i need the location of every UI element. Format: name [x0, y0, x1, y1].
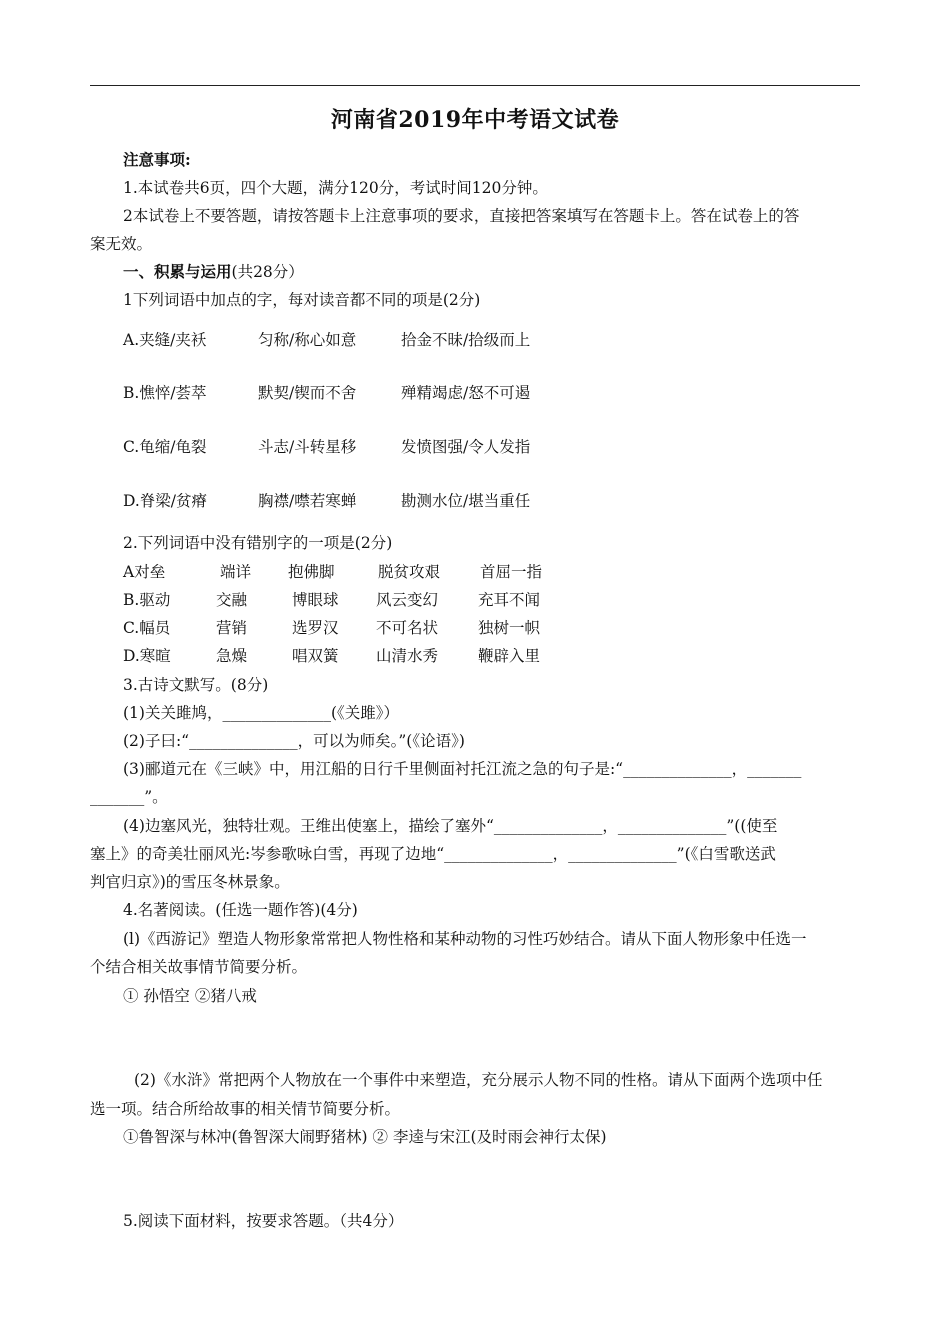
q4-part-2-choices: ①鲁智深与林冲(鲁智深大闹野猪林) ② 李逵与宋江(及时雨会神行太保)	[123, 1128, 607, 1146]
q2-option-d-3: 唱双簧	[292, 647, 339, 665]
q1-option-c-3: 发愤图强/令人发指	[401, 438, 531, 456]
q2-option-c-1: C.幅员	[123, 619, 171, 637]
q1-option-d-1: D.脊梁/贫瘠	[123, 492, 208, 510]
q3-part-1: (1)关关雎鸠，______________(《关雎》）	[123, 704, 400, 722]
q2-option-c-3: 选罗汉	[292, 619, 339, 637]
q2-option-a-2: 端详	[220, 563, 252, 581]
notes-heading: 注意事项:	[123, 150, 191, 169]
q5-stem: 5.阅读下面材料，按要求答题。（共4分）	[123, 1212, 404, 1230]
q2-option-a-5: 首屈一指	[480, 563, 543, 581]
q1-option-d-2: 胸襟/噤若寒蝉	[258, 492, 357, 510]
q2-option-d-2: 急燥	[216, 647, 248, 665]
q2-option-c-5: 独树一帜	[478, 619, 541, 637]
q3-stem: 3.古诗文默写。(8分)	[123, 676, 269, 694]
notes-item-2-line1: 2本试卷上不要答题，请按答题卡上注意事项的要求，直接把答案填写在答题卡上。答在试卷上的答	[123, 207, 800, 225]
notes-item-2-line2: 案无效。	[90, 235, 153, 253]
q1-option-c-1: C.龟缩/龟裂	[123, 438, 207, 456]
q3-part-4-line1: (4)边塞风光，独特壮观。王维出使塞上，描绘了塞外“______________，______________”((使至	[123, 817, 778, 835]
q1-stem: 1下列词语中加点的字，每对读音都不同的项是(2分)	[123, 291, 481, 309]
q1-option-a-3: 拾金不昧/拾级而上	[401, 331, 531, 349]
q2-stem: 2.下列词语中没有错别字的一项是(2分)	[123, 534, 393, 552]
q2-option-c-2: 营销	[216, 619, 248, 637]
section1-heading	[123, 262, 304, 282]
q3-part-2: (2)子曰:“______________，可以为师矣。”(《论语》)	[123, 732, 465, 750]
q2-option-d-5: 鞭辟入里	[478, 647, 541, 665]
q2-option-b-2: 交融	[216, 591, 248, 609]
q1-option-a-2: 匀称/称心如意	[258, 331, 357, 349]
q1-option-b-2: 默契/锲而不舍	[258, 384, 357, 402]
q2-option-b-5: 充耳不闻	[478, 591, 541, 609]
q2-option-a-4: 脱贫攻艰	[378, 563, 441, 581]
q1-option-b-3: 殚精竭虑/怒不可遏	[401, 384, 531, 402]
q1-option-a-1: A.夹缝/夹袄	[123, 331, 207, 349]
q4-part-1-choices: ① 孙悟空 ②猪八戒	[123, 987, 257, 1005]
q1-option-d-3: 勘测水位/堪当重任	[401, 492, 531, 510]
q2-option-a-3: 抱佛脚	[288, 563, 335, 581]
q3-part-3-line1: (3)郦道元在《三峡》中，用江船的日行千里侧面衬托江流之急的句子是:“______________，_______	[123, 760, 802, 778]
q4-part-1-line1: (l)《西游记》塑造人物形象常常把人物性格和某种动物的习性巧妙结合。请从下面人物形象中任选一	[123, 930, 807, 948]
q4-part-2-line2: 选一项。结合所给故事的相关情节简要分析。	[90, 1100, 401, 1118]
q3-part-4-line2: 塞上》的奇美壮丽风光:岑参歌咏白雪，再现了边地“______________，______________”(《白雪歌送武	[90, 845, 776, 863]
q2-option-a-1: A对垒	[123, 563, 166, 581]
q2-option-d-4: 山清水秀	[376, 647, 439, 665]
q3-part-4-line3: 判官归京》)的雪压冬林景象。	[90, 873, 290, 891]
q4-part-1-line2: 个结合相关故事情节简要分析。	[90, 958, 308, 976]
section1-heading-label: 一、积累与运用	[123, 262, 232, 281]
page-title: 河南省2019年中考语文试卷	[330, 107, 620, 133]
notes-item-1: 1.本试卷共6页，四个大题，满分120分，考试时间120分钟。	[123, 179, 548, 197]
top-rule	[90, 85, 860, 86]
q2-option-b-3: 博眼球	[292, 591, 339, 609]
q1-option-c-2: 斗志/斗转星移	[258, 438, 357, 456]
q2-option-b-4: 风云变幻	[376, 591, 439, 609]
q2-option-b-1: B.驱动	[123, 591, 171, 609]
q4-part-2-line1: (2)《水浒》常把两个人物放在一个事件中来塑造，充分展示人物不同的性格。请从下面两个选项中任	[134, 1071, 823, 1089]
section1-heading-points: (共28分）	[231, 263, 304, 281]
q1-option-b-1: B.憔悴/荟萃	[123, 384, 207, 402]
q3-part-3-line2: _______”。	[90, 788, 168, 806]
q4-stem: 4.名著阅读。(任选一题作答)(4分)	[123, 901, 358, 919]
q2-option-d-1: D.寒暄	[123, 647, 171, 665]
q2-option-c-4: 不可名状	[376, 619, 439, 637]
